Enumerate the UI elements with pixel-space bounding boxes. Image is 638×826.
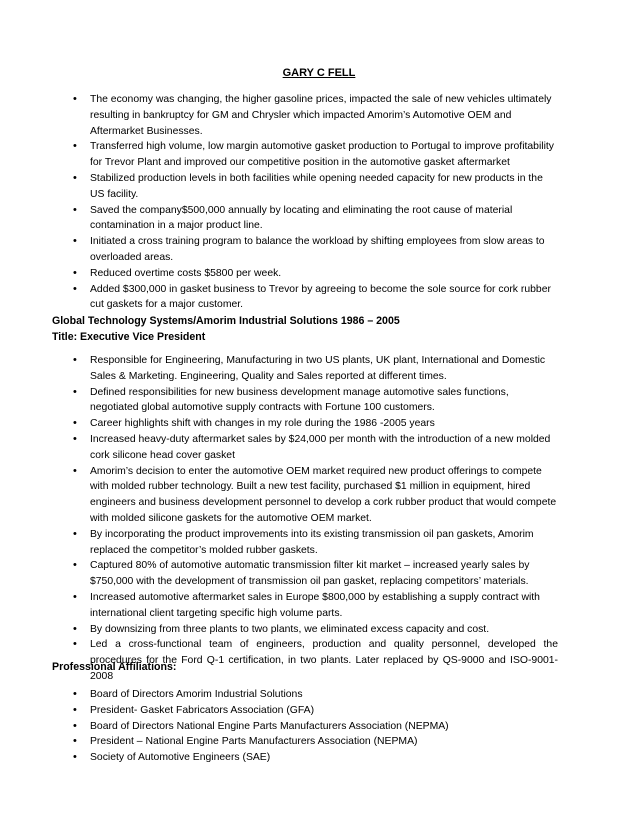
list-item: • The economy was changing, the higher gasoline prices, impacted the sale of new vehicles ultimately resulting in bankruptcy for GM and Chrysler which impacted Amorim’s Automotive OEM and Aftermarket Businesses. (0, 92, 558, 139)
list-item: • Increased heavy-duty aftermarket sales by $24,000 per month with the introduction of a new molded cork silicone head cover gasket (0, 432, 558, 464)
list-item: • Stabilized production levels in both facilities while opening needed capacity for new products in the US facility. (0, 171, 558, 203)
job-company-heading: Global Technology Systems/Amorim Industrial Solutions 1986 – 2005 (52, 315, 400, 327)
job-bullet-list (0, 353, 638, 685)
list-item: • Led a cross-functional team of engineers, production and quality personnel, developed the procedures for the Ford Q-1 certification, in two plants. Later replaced by QS-9000 and ISO-9001-2008 (0, 637, 558, 684)
list-item: • Transferred high volume, low margin automotive gasket production to Portugal to improve profitability for Trevor Plant and improved our competitive position in the automotive gasket aftermarket (0, 139, 558, 171)
list-item: • President – National Engine Parts Manufacturers Association (NEPMA) (0, 734, 558, 750)
list-item: • Saved the company$500,000 annually by locating and eliminating the root cause of material contamination in a major product line. (0, 203, 558, 235)
job-title-heading: Title: Executive Vice President (52, 331, 206, 343)
top-bullet-list (0, 92, 638, 313)
list-item: • Increased automotive aftermarket sales in Europe $800,000 by establishing a supply contract with international client targeting specific high volume parts. (0, 590, 558, 622)
page-title: GARY C FELL (282, 67, 356, 79)
list-item: • Amorim’s decision to enter the automotive OEM market required new product offerings to compete with molded rubber technology. Built a new test facility, purchased $1 million in equipment, hired engineers and business development personnel to develop a cork rubber product that would compete with molded silicone gaskets for the automotive OEM market. (0, 464, 558, 527)
list-item: • Society of Automotive Engineers (SAE) (0, 750, 558, 766)
list-item: • Captured 80% of automotive automatic transmission filter kit market – increased yearly sales by $750,000 with the development of transmission oil pan gasket, replacing competitors’ materials. (0, 558, 558, 590)
list-item: • Responsible for Engineering, Manufacturing in two US plants, UK plant, International and Domestic Sales & Marketing. Engineering, Quality and Sales reported at different times. (0, 353, 558, 385)
list-item: • Board of Directors Amorim Industrial Solutions (0, 687, 558, 703)
list-item: • Defined responsibilities for new business development manage automotive sales functions, negotiated global automotive supply contracts with Fortune 100 customers. (0, 385, 558, 417)
affiliations-list (0, 687, 638, 766)
list-item: • Career highlights shift with changes in my role during the 1986 -2005 years (0, 416, 558, 432)
list-item: • By downsizing from three plants to two plants, we eliminated excess capacity and cost. (0, 622, 558, 638)
affiliations-heading: Professional Affiliations: (52, 661, 177, 673)
list-item: • By incorporating the product improvements into its existing transmission oil pan gaskets, Amorim replaced the competitor’s molded rubber gaskets. (0, 527, 558, 559)
list-item: • President- Gasket Fabricators Association (GFA) (0, 703, 558, 719)
list-item: • Added $300,000 in gasket business to Trevor by agreeing to become the sole source for cork rubber cut gaskets for a major customer. (0, 282, 558, 314)
list-item: • Board of Directors National Engine Parts Manufacturers Association (NEPMA) (0, 719, 558, 735)
list-item: • Reduced overtime costs $5800 per week. (0, 266, 558, 282)
list-item: • Initiated a cross training program to balance the workload by shifting employees from slow areas to overloaded areas. (0, 234, 558, 266)
